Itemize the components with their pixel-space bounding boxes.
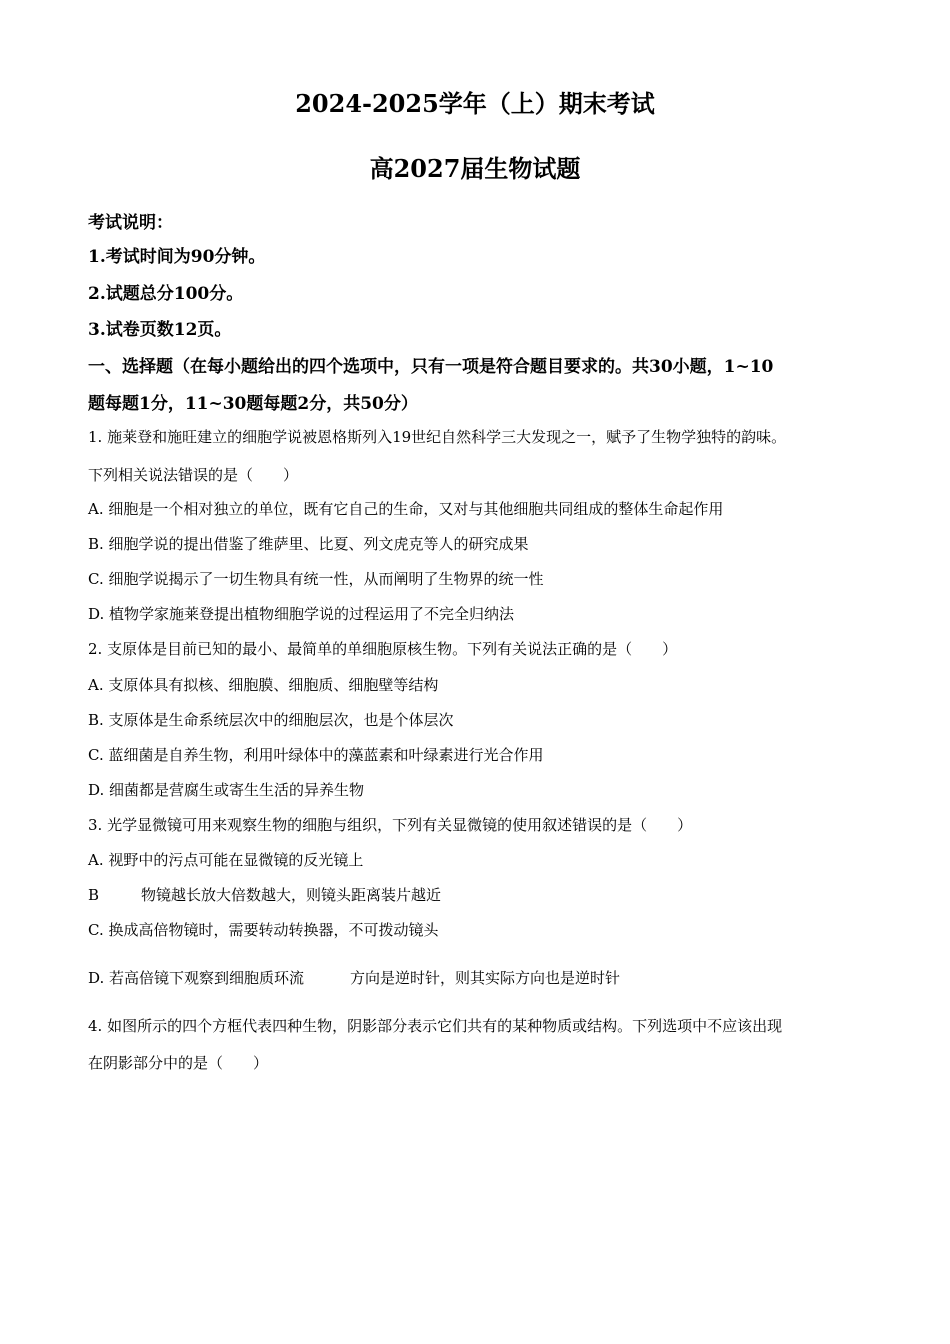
exam-subtitle: 高2027届生物试题 bbox=[369, 154, 581, 183]
option-text-part: D. 若高倍镜下观察到细胞质环流 bbox=[88, 969, 305, 987]
question-4-stem: 4. 如图所示的四个方框代表四种生物，阴影部分表示它们共有的某种物质或结构。下列选项中不应该出现 bbox=[88, 1017, 783, 1035]
question-2-stem: 2. 支原体是目前已知的最小、最简单的单细胞原核生物。下列有关说法正确的是（ ） bbox=[88, 640, 678, 658]
question-2-option-a: A. 支原体具有拟核、细胞膜、细胞质、细胞壁等结构 bbox=[88, 676, 439, 694]
option-letter: B bbox=[88, 886, 100, 904]
option-text: 物镜越长放大倍数越大，则镜头距离装片越近 bbox=[141, 886, 442, 904]
question-3-option-b bbox=[88, 884, 441, 905]
question-1-option-b: B. 细胞学说的提出借鉴了维萨里、比夏、列文虎克等人的研究成果 bbox=[88, 535, 529, 553]
question-2-option-c: C. 蓝细菌是自养生物，利用叶绿体中的藻蓝素和叶绿素进行光合作用 bbox=[88, 746, 544, 764]
question-1-option-c: C. 细胞学说揭示了一切生物具有统一性，从而阐明了生物界的统一性 bbox=[88, 570, 544, 588]
section-heading-cont: 题每题1分，11~30题每题2分，共50分） bbox=[88, 394, 418, 414]
instruction-item: 3.试卷页数12页。 bbox=[88, 320, 232, 340]
option-text-part: 方向是逆时针，则其实际方向也是逆时针 bbox=[350, 969, 621, 987]
question-3-option-c: C. 换成高倍物镜时，需要转动转换器，不可拨动镜头 bbox=[88, 921, 439, 939]
instruction-item: 2.试题总分100分。 bbox=[88, 284, 244, 304]
question-3-option-d bbox=[88, 967, 620, 988]
question-4-stem-cont: 在阴影部分中的是（ ） bbox=[88, 1054, 269, 1072]
question-1-option-d: D. 植物学家施莱登提出植物细胞学说的过程运用了不完全归纳法 bbox=[88, 605, 515, 623]
question-1-stem: 1. 施莱登和施旺建立的细胞学说被恩格斯列入19世纪自然科学三大发现之一，赋予了生物学独特的韵味。 bbox=[88, 428, 787, 446]
question-3-stem: 3. 光学显微镜可用来观察生物的细胞与组织，下列有关显微镜的使用叙述错误的是（ ） bbox=[88, 816, 693, 834]
exam-title: 2024-2025学年（上）期末考试 bbox=[295, 89, 655, 118]
question-1-option-a: A. 细胞是一个相对独立的单位，既有它自己的生命，又对与其他细胞共同组成的整体生命起作用 bbox=[88, 500, 724, 518]
question-3-option-a: A. 视野中的污点可能在显微镜的反光镜上 bbox=[88, 851, 364, 869]
instructions-heading: 考试说明： bbox=[88, 213, 173, 233]
question-2-option-b: B. 支原体是生命系统层次中的细胞层次，也是个体层次 bbox=[88, 711, 454, 729]
question-2-option-d: D. 细菌都是营腐生或寄生生活的异养生物 bbox=[88, 781, 365, 799]
question-1-stem-cont: 下列相关说法错误的是（ ） bbox=[88, 466, 299, 484]
instruction-item: 1.考试时间为90分钟。 bbox=[88, 247, 266, 267]
section-heading: 一、选择题（在每小题给出的四个选项中，只有一项是符合题目要求的。共30小题，1~10 bbox=[88, 357, 774, 377]
